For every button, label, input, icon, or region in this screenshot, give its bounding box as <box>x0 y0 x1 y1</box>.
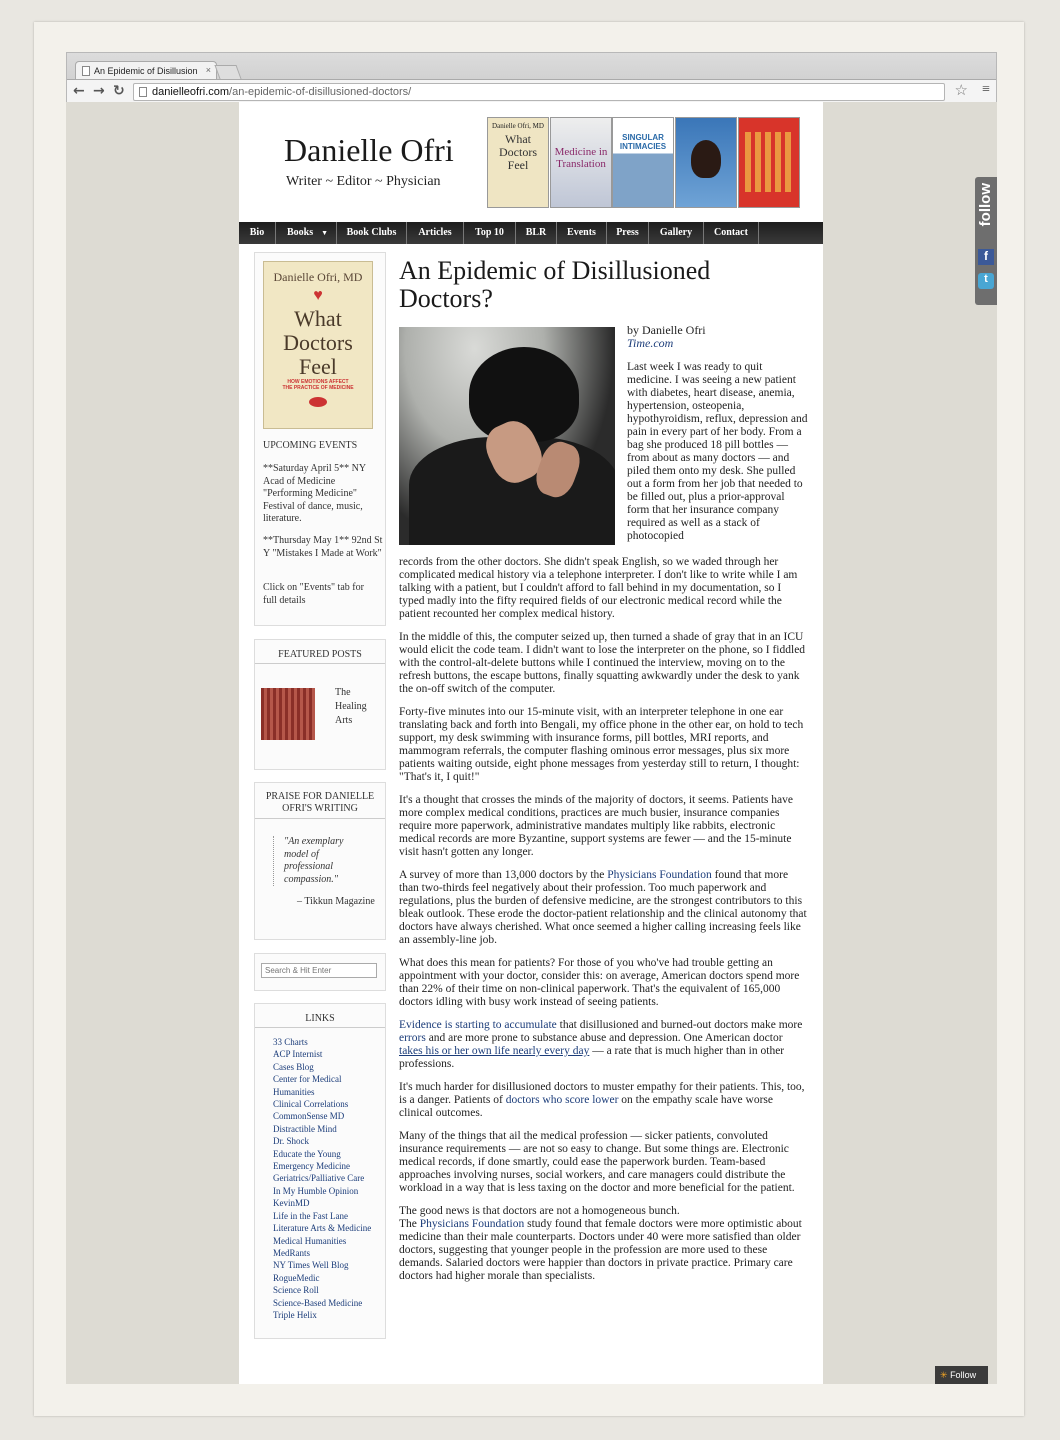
chevron-down-icon: ▼ <box>321 229 329 237</box>
sidebar-featured-box <box>254 639 386 770</box>
twitter-icon[interactable]: t <box>978 273 994 289</box>
sidebar-search-box <box>254 953 386 991</box>
empathy-study-link[interactable]: doctors who score lower <box>505 1094 619 1106</box>
book-cover-singular-intimacies[interactable] <box>612 117 674 208</box>
sidebar-links-box <box>254 1003 386 1339</box>
article-paragraph: Forty-five minutes into our 15-minute visit, with an interpreter telephone in one ear translating back and forth into Bengali, my office phone in the other ear, on hold to tech support, my desk swimming with insurance forms, pill bottles, MRI reports, and mammogram referrals, the computer flashing ominous error messages, plus six more patients waiting outside, eight phone messages from yesterday still to return, I thought: "That's it, I quit!" <box>399 706 804 783</box>
article-paragraph: In the middle of this, the computer seized up, then turned a shade of gray that in an ICU would elicit the code team. I didn't want to lose the interpreter on the phone, so I fiddled with the control-alt-delete buttons while I continued the interview, moving on to the refresh buttons, the escape buttons, finally squatting awkwardly under the desk to yank the on-off switch of the computer. <box>399 631 806 695</box>
article-body <box>399 556 809 1293</box>
paragraph-text: It's much harder for disillusioned doctors to muster empathy for their patients. This, too, is a danger. Patients of <box>399 1081 805 1106</box>
article-paragraph: records from the other doctors. She didn't speak English, so we waded through her complicated medical history via a telephone interpreter. I don't like to write while I am talking with a patient, but I couldn't afford to fall behind in my documentation, so I typed madly into the fifty required fields of our electronic medical record while the patient recounted her complex medical history. <box>399 556 798 620</box>
heart-icon: ♥ <box>313 287 323 304</box>
url-path: /an-epidemic-of-disillusioned-doctors/ <box>229 86 412 98</box>
follow-button-label: Follow <box>950 1370 977 1380</box>
wordpress-follow-icon: ✳ <box>940 1370 948 1380</box>
events-heading: UPCOMING EVENTS <box>263 440 358 451</box>
cover-subtitle-2: THE PRACTICE OF MEDICINE <box>282 385 354 391</box>
url-domain: danielleofri.com <box>152 86 230 98</box>
evidence-link[interactable]: Evidence is starting to accumulate <box>399 1019 557 1031</box>
link-medical-humanities[interactable]: Medical Humanities <box>273 1235 347 1246</box>
link-cases-blog[interactable]: Cases Blog <box>273 1061 314 1072</box>
link-roguemedic[interactable]: RogueMedic <box>273 1272 320 1283</box>
physicians-foundation-link[interactable]: Physicians Foundation <box>419 1218 525 1230</box>
back-arrow-icon[interactable]: ← <box>73 83 85 99</box>
tab-title: An Epidemic of Disillusion <box>94 66 198 76</box>
event-2: **Thursday May 1** 92nd St Y "Mistakes I Made at Work" <box>263 535 383 559</box>
link-commonsense-md[interactable]: CommonSense MD <box>273 1111 345 1122</box>
cover-title: Medicine in Translation <box>554 146 608 170</box>
featured-post-link[interactable]: The Healing Arts <box>335 687 367 726</box>
link-acp-internist[interactable]: ACP Internist <box>273 1049 323 1060</box>
sidebar-praise-box <box>254 782 386 940</box>
tab-close-icon[interactable]: × <box>205 65 211 75</box>
paragraph-text: — a rate that is much higher than in other professions. <box>399 1045 785 1070</box>
link-triple-helix[interactable]: Triple Helix <box>273 1309 317 1320</box>
link-geriatrics-palliative-care[interactable]: Geriatrics/Palliative Care <box>273 1173 365 1184</box>
book-cover-author-photo[interactable] <box>675 117 737 208</box>
paragraph-text: study found that female doctors were more optimistic about medicine than their male counterparts. Doctors under 40 were more satisfied than older doctors, suggesting that younger people in the profession are more used to these demands. Salaried doctors were happier than doctors in private practice. Primary care doctors had higher morale than specialists. <box>399 1218 802 1282</box>
link-distractible-mind[interactable]: Distractible Mind <box>273 1123 337 1134</box>
brain-icon <box>309 397 327 407</box>
sidebar-book-cover[interactable] <box>263 261 373 429</box>
errors-link[interactable]: errors <box>399 1032 426 1044</box>
nav-gallery[interactable]: Gallery <box>649 222 704 244</box>
cover-subtitle-1: HOW EMOTIONS AFFECT <box>287 379 349 385</box>
author-photo <box>691 140 721 178</box>
praise-heading: PRAISE FOR DANIELLE OFRI'S WRITING <box>255 791 385 819</box>
paragraph-text: The good news is that doctors are not a homogeneous bunch. <box>399 1205 680 1217</box>
link-literature-arts-medicine[interactable]: Literature Arts & Medicine <box>273 1223 372 1234</box>
main-nav <box>239 222 823 244</box>
link-in-my-humble-opinion[interactable]: In My Humble Opinion <box>273 1185 359 1196</box>
browser-toolbar <box>67 79 996 103</box>
cover-title: What Doctors Feel <box>283 306 353 379</box>
site-container <box>239 102 823 1384</box>
new-tab-button[interactable] <box>214 65 241 79</box>
cover-author: Danielle Ofri, MD <box>492 122 544 130</box>
book-cover-what-doctors-feel[interactable] <box>487 117 549 208</box>
forward-arrow-icon[interactable]: → <box>93 83 105 99</box>
browser-chrome <box>66 52 997 102</box>
browser-tab[interactable] <box>75 61 217 79</box>
article-paragraph: What does this mean for patients? For those of you who've had trouble getting an appointment with your doctor, consider this: on average, American doctors spend more than 22% of their time on non-clinical paperwork. That's the equivalent of 165,000 doctors idling with busy work instead of seeing patients. <box>399 957 800 1008</box>
paragraph-text: and are more prone to substance abuse and depression. One American doctor <box>425 1032 783 1044</box>
cover-title: SINGULAR INTIMACIES <box>619 133 667 151</box>
article-paragraph: It's a thought that crosses the minds of the majority of doctors, it seems. Patients have more complex medical conditions, practices are much busier, insurance companies require more paperwork, administrative mandates multiply like rabbits, electronic medical records are more Byzantine, support systems are fewer — and the 15-minute visit hasn't gotten any longer. <box>399 794 793 858</box>
byline-source[interactable]: Time.com <box>627 336 674 350</box>
link-center-medical-humanities[interactable]: Center for Medical Humanities <box>273 1074 342 1097</box>
praise-source: – Tikkun Magazine <box>297 896 375 907</box>
article-paragraph <box>399 869 809 947</box>
suicide-rate-link[interactable]: takes his or her own life nearly every day <box>399 1045 590 1057</box>
nav-books[interactable] <box>276 222 337 244</box>
book-cover-bellevue-literary-review[interactable] <box>738 117 800 208</box>
nav-top-10[interactable]: Top 10 <box>464 222 516 244</box>
article-photo <box>399 327 615 545</box>
search-input[interactable] <box>261 963 377 978</box>
link-medrants[interactable]: MedRants <box>273 1247 310 1258</box>
follow-button[interactable] <box>935 1366 988 1384</box>
facebook-icon[interactable]: f <box>978 249 994 265</box>
link-kevinmd[interactable]: KevinMD <box>273 1198 310 1209</box>
link-33-charts[interactable]: 33 Charts <box>273 1037 308 1047</box>
article-title: An Epidemic of Disillusioned Doctors? <box>399 256 711 313</box>
follow-tab-label: follow <box>977 183 994 227</box>
book-cover-medicine-in-translation[interactable] <box>550 117 612 208</box>
nav-press[interactable]: Press <box>607 222 649 244</box>
browser-menu-icon[interactable]: ≡ <box>982 82 990 97</box>
bookmark-star-icon[interactable]: ☆ <box>954 83 968 99</box>
nav-blr[interactable]: BLR <box>516 222 557 244</box>
nav-events[interactable]: Events <box>557 222 607 244</box>
featured-post-thumbnail[interactable] <box>261 688 315 740</box>
event-3: Click on "Events" tab for full details <box>263 582 364 606</box>
praise-quote: "An exemplary model of professional compassion." <box>273 836 353 886</box>
article-paragraph <box>399 1205 809 1283</box>
event-1: **Saturday April 5** NY Acad of Medicine "Performing Medicine" Festival of dance, music, literature. <box>263 463 366 524</box>
link-ny-times-well-blog[interactable]: NY Times Well Blog <box>273 1260 349 1271</box>
sidebar-events-box <box>254 252 386 626</box>
cover-title: What Doctors Feel <box>499 132 537 172</box>
links-heading: LINKS <box>255 1013 385 1028</box>
article-paragraph <box>399 1081 809 1120</box>
site-tagline: Writer ~ Editor ~ Physician <box>286 174 441 189</box>
paragraph-text: A survey of more than 13,000 doctors by the <box>399 869 608 881</box>
nav-book-clubs[interactable]: Book Clubs <box>337 222 407 244</box>
nav-contact[interactable]: Contact <box>704 222 759 244</box>
address-bar[interactable] <box>133 83 945 101</box>
page-viewport <box>66 102 997 1384</box>
article-paragraph <box>399 1019 809 1071</box>
link-clinical-correlations[interactable]: Clinical Correlations <box>273 1099 349 1110</box>
paragraph-text: on the empathy scale have worse clinical outcomes. <box>399 1094 773 1119</box>
link-educate-the-young[interactable]: Educate the Young <box>273 1148 341 1159</box>
article-paragraph: Many of the things that ail the medical profession — sicker patients, convoluted insurance requirements — are not so easy to change. But some things are. Electronic medical records, if done smartly, could ease the paperwork burden. Team-based approaches involving nurses, social workers, and care managers could distribute the workload in a way that is less taxing on the doctor and more beneficial for the patient. <box>399 1130 795 1194</box>
page-icon <box>139 87 147 97</box>
paragraph-text: found that more than two-thirds feel negatively about their profession. Too much paperwork and regulations, plus the burden of defensive medicine, are the strongest contributors to this bleak outlook. These erode the doctor-patient relationship and the clinical autonomy that doctors have always cherished. What once seemed a higher calling increasing feels like an assembly-line job. <box>399 869 807 946</box>
featured-heading: FEATURED POSTS <box>255 649 385 664</box>
paragraph-text: The <box>399 1218 420 1230</box>
byline-author: by Danielle Ofri <box>627 323 706 337</box>
page-icon <box>82 66 90 76</box>
link-science-based-medicine[interactable]: Science-Based Medicine <box>273 1297 363 1308</box>
link-science-roll[interactable]: Science Roll <box>273 1285 319 1296</box>
links-list <box>273 1036 381 1321</box>
link-emergency-medicine[interactable]: Emergency Medicine <box>273 1161 351 1172</box>
follow-side-tab[interactable] <box>975 177 997 305</box>
paragraph-text: that disillusioned and burned-out doctors make more <box>556 1019 803 1031</box>
site-title[interactable]: Danielle Ofri <box>284 132 454 168</box>
nav-articles[interactable]: Articles <box>407 222 464 244</box>
link-life-in-the-fast-lane[interactable]: Life in the Fast Lane <box>273 1210 348 1221</box>
article-byline <box>627 324 706 350</box>
link-dr-shock[interactable]: Dr. Shock <box>273 1136 309 1147</box>
cover-pattern <box>745 132 793 192</box>
reload-icon[interactable]: ↻ <box>113 83 125 99</box>
article-intro: Last week I was ready to quit medicine. I was seeing a new patient with diabetes, heart disease, anemia, hypertension, osteopenia, hypothyroidism, reflux, depression and pain in every part of her body. From a bag she produced 18 pill bottles — from about as many doctors — and piled them onto my desk. She pulled out a form from her job that needed to be filled out, plus a prior-approval form that her insurance company required as well as a stack of photocopied <box>627 361 808 542</box>
cover-author: Danielle Ofri, MD <box>273 270 363 284</box>
physicians-foundation-link[interactable]: Physicians Foundation <box>607 869 712 881</box>
nav-books-label: Books <box>287 227 314 238</box>
article <box>399 256 809 1282</box>
nav-bio[interactable]: Bio <box>239 222 276 244</box>
